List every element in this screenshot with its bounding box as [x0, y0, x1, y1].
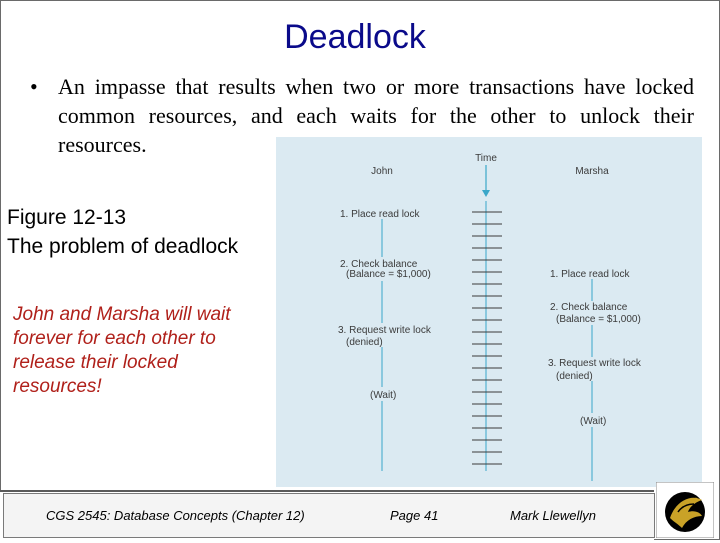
john-wait: (Wait): [370, 390, 397, 401]
john-step-2: 2. Check balance: [340, 259, 418, 270]
john-step-2-balance: (Balance = $1,000): [346, 269, 431, 280]
figure-number: Figure 12-13: [7, 206, 127, 229]
deadlock-note: John and Marsha will wait forever for each other to release their locked resources!: [13, 304, 231, 397]
marsha-step-3-denied: (denied): [556, 371, 593, 382]
deadlock-diagram: [276, 137, 702, 487]
marsha-header: Marsha: [575, 166, 609, 177]
deadlock-diagram-svg: [276, 137, 702, 487]
time-ticks: [472, 212, 502, 464]
footer-author: Mark Llewellyn: [510, 508, 596, 523]
bullet-dot-icon: •: [30, 74, 38, 99]
john-header: John: [371, 166, 393, 177]
figure-title: The problem of deadlock: [7, 235, 239, 258]
marsha-step-1: 1. Place read lock: [550, 269, 630, 280]
marsha-step-3: 3. Request write lock: [548, 358, 641, 369]
marsha-wait: (Wait): [580, 416, 607, 427]
john-step-1: 1. Place read lock: [340, 209, 420, 220]
slide-title: Deadlock: [284, 18, 426, 56]
john-step-3: 3. Request write lock: [338, 325, 431, 336]
time-header: Time: [475, 153, 497, 164]
figure-caption: [7, 203, 238, 261]
footer-page: Page 41: [390, 508, 439, 523]
marsha-step-2-balance: (Balance = $1,000): [556, 314, 641, 325]
marsha-step-2: 2. Check balance: [550, 302, 628, 313]
ucf-pegasus-logo-icon: [656, 482, 714, 538]
bullet-text: An impasse that results when two or more transactions have locked common resources, and each waits for the other to unlock their resources.: [58, 74, 694, 157]
footer-course: CGS 2545: Database Concepts (Chapter 12): [46, 508, 305, 523]
john-step-3-denied: (denied): [346, 337, 383, 348]
time-arrow-head: [482, 190, 490, 197]
